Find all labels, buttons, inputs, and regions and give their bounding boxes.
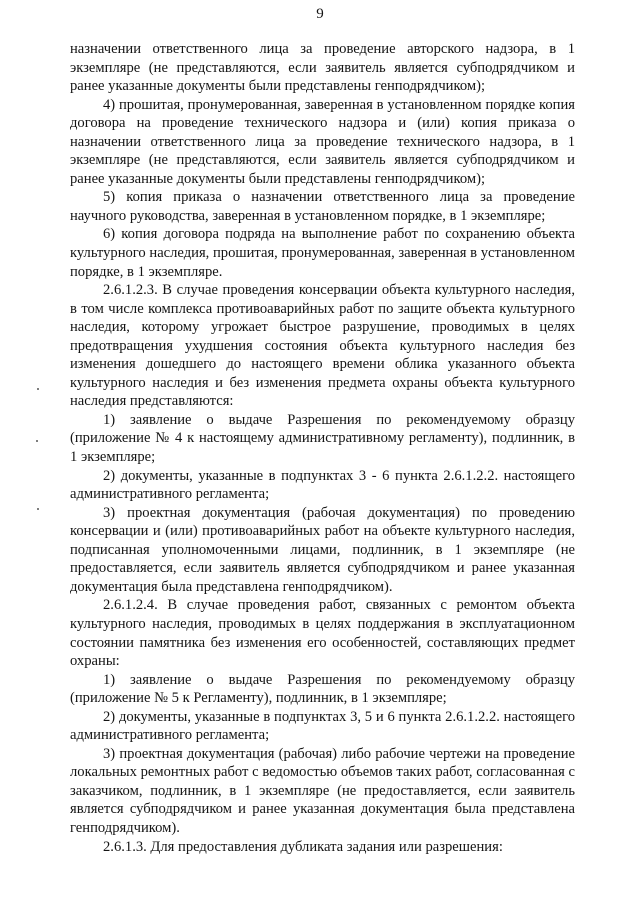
paragraph: 2) документы, указанные в подпунктах 3 - 6 пункта 2.6.1.2.2. настоящего административного регламента; [70, 467, 575, 503]
paragraph: 1) заявление о выдаче Разрешения по рекомендуемому образцу (приложение № 5 к Регламенту), подлинник, в 1 экземпляре; [70, 671, 575, 707]
page-number: 9 [316, 6, 324, 22]
paragraph: 2) документы, указанные в подпунктах 3, 5 и 6 пункта 2.6.1.2.2. настоящего административного регламента; [70, 708, 575, 744]
paragraph: 1) заявление о выдаче Разрешения по рекомендуемому образцу (приложение № 4 к настоящему административному регламенту), подлинник, в 1 экземпляре; [70, 411, 575, 466]
paragraph: назначении ответственного лица за проведение авторского надзора, в 1 экземпляре (не представляются, если заявитель является субподрядчиком и ранее указанные документы были представлены генподрядчиком); [70, 41, 575, 95]
paragraph: 6) копия договора подряда на выполнение работ по сохранению объекта культурного наследия, прошитая, пронумерованная, заверенная в установленном порядке, в 1 экземпляре. [70, 226, 575, 280]
document-body [70, 40, 575, 856]
paragraph: 2.6.1.2.3. В случае проведения консервации объекта культурного наследия, в том числе комплекса противоаварийных работ по защите объекта культурного наследия, которому угрожает быстрое разрушение, проводимых в целях предотвращения ухудшения состояния объекта культурного наследия без изменения дошедшего до настоящего времени облика указанного объекта культурного наследия и без изменения предмета охраны объекта культурного наследия представляются: [70, 282, 575, 410]
paragraph: 2.6.1.2.4. В случае проведения работ, связанных с ремонтом объекта культурного наследия, проводимых в целях поддержания в эксплуатационном состоянии памятника без изменения его особенностей, составляющих предмет охраны: [70, 597, 575, 670]
paragraph: 2.6.1.3. Для предоставления дубликата задания или разрешения: [103, 838, 503, 855]
scan-speck [37, 508, 39, 510]
paragraph: 3) проектная документация (рабочая документация) по проведению консервации и (или) противоаварийных работ на объекте культурного наследия, подписанная уполномоченными лицами, подлинник, в 1 экземпляре (не предоставляется, если заявитель является субподрядчиком и ранее указанная документация была представлена генподрядчиком). [70, 504, 575, 595]
scan-speck [36, 440, 38, 442]
paragraph: 4) прошитая, пронумерованная, заверенная в установленном порядке копия договора на проведение технического надзора и (или) копия приказа о назначении ответственного лица за проведение технического надзора, в 1 экземпляре (не представляются, если заявитель является субподрядчиком и ранее указанные документы были представлены генподрядчиком); [70, 96, 575, 187]
paragraph: 5) копия приказа о назначении ответственного лица за проведение научного руководства, заверенная в установленном порядке, в 1 экземпляре; [70, 189, 575, 224]
paragraph: 3) проектная документация (рабочая) либо рабочие чертежи на проведение локальных ремонтных работ с ведомостью объемов таких работ, согласованная с заказчиком, подлинник, в 1 экземпляре (не предоставляется, если заявитель является субподрядчиком и ранее указанная документация была представлена генподрядчиком). [70, 745, 575, 836]
scan-speck [37, 388, 39, 390]
